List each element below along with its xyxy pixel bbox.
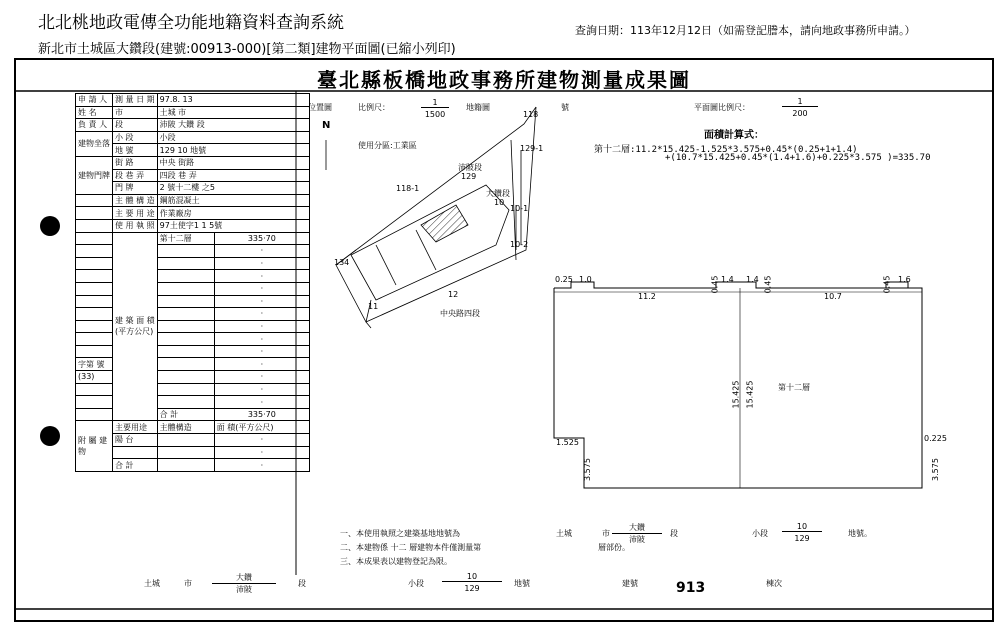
area-dot: ·: [214, 333, 309, 346]
note-1-section-top: 大鑽: [612, 522, 662, 534]
structure-value: 鋼筋混凝土: [157, 194, 309, 207]
usage-value: 作業廠房: [157, 207, 309, 220]
area-dot: ·: [214, 396, 309, 409]
location-map-label: 位置圖: [308, 103, 332, 112]
area-dot: ·: [214, 358, 309, 371]
footer-section-bottom: 沛陂: [236, 585, 252, 594]
note-2-end: 層部份。: [598, 543, 630, 552]
dim-1.4-a: 1.4: [721, 275, 734, 284]
note-1-lot-top: 10: [782, 522, 822, 532]
note-3: 三、本成果表以建物登記為限。: [340, 557, 452, 566]
location-scale-num: 1: [421, 98, 449, 108]
lot-value: 129 10 地號: [157, 144, 309, 157]
area-dot: ·: [214, 282, 309, 295]
dim-0.45-a: 0.45: [710, 275, 720, 294]
section-value: 沛陂 大鑽 段: [157, 119, 309, 132]
balcony-label: 陽 台: [113, 434, 158, 447]
note-1-end: 地號。: [848, 529, 872, 538]
north-arrow: N: [322, 120, 331, 131]
survey-date-label: 測 量 日 期: [113, 94, 158, 107]
street-label: 街 路: [113, 156, 158, 169]
location-scale-label: 比例尺：: [358, 103, 390, 112]
footer-lot-top: 10: [442, 572, 502, 582]
area-dot: ·: [214, 345, 309, 358]
lot-129-1: 129-1: [520, 144, 544, 153]
calc-title: 面積計算式：: [704, 130, 764, 141]
document-subtitle: 新北市土城區大鑽段(建號:00913-000)[第二類]建物平面圖(已縮小列印): [38, 42, 456, 57]
area-dot: ·: [214, 434, 309, 447]
dazuan-label: 大鑽段: [486, 189, 510, 198]
footer-section-top: 大鑽: [212, 572, 276, 584]
city-label: 市: [113, 106, 158, 119]
footer-sub: 小段: [408, 579, 424, 588]
dim-3.575-b: 3.575: [930, 458, 940, 481]
note-1-city: 土城: [556, 529, 572, 538]
lot-118-1: 118-1: [396, 184, 420, 193]
footer-shi: 市: [184, 579, 192, 588]
annex-structure-label: 主體構造: [157, 421, 214, 434]
plan-scale-label: 平面圖比例尺：: [694, 103, 750, 112]
section-label: 段: [113, 119, 158, 132]
lot-10-1: 10-1: [510, 204, 529, 213]
area-dot: ·: [214, 446, 309, 459]
query-date: 查詢日期：113年12月12日（如需登記謄本，請向地政事務所申請。）: [575, 24, 916, 37]
area-dot: ·: [214, 320, 309, 333]
note-1-sub: 小段: [752, 529, 768, 538]
usage-label: 主 要 用 途: [113, 207, 158, 220]
annex-label: 附 屬 建 物: [76, 421, 113, 471]
calc-line-1: 第十二層:11.2*15.425-1.525*3.575+0.45*(0.25+1+1.4): [594, 145, 858, 155]
number-value: 2 號十二樓 之5: [157, 182, 309, 195]
area-dot: ·: [214, 383, 309, 396]
lot-134: 134: [334, 258, 350, 267]
area-dot: ·: [214, 245, 309, 258]
survey-date-value: 97.8. 13: [157, 94, 309, 107]
dim-0.25: 0.25: [555, 275, 573, 284]
dim-1.6: 1.6: [898, 275, 911, 284]
lot-129: 129: [461, 172, 477, 181]
structure-label: 主 體 構 造: [113, 194, 158, 207]
dim-1.0: 1.0: [579, 275, 592, 284]
calc-line-2: +(10.7*15.425+0.45*(1.4+1.6)+0.225*3.575 )=335.70: [665, 153, 931, 163]
document-title: 臺北縣板橋地政事務所建物測量成果圖: [317, 68, 691, 92]
name-label: 姓 名: [76, 106, 113, 119]
area-dot: ·: [214, 270, 309, 283]
annex-total-label: 合 計: [113, 459, 158, 472]
pibei-label: 沛陂段: [458, 163, 482, 172]
floor-area: 335·70: [214, 232, 309, 245]
city-value: 土城 市: [157, 106, 309, 119]
note-1-duan: 段: [670, 529, 678, 538]
total-value: 335·70: [214, 408, 309, 421]
area-dot: ·: [214, 295, 309, 308]
footer-bldg-label: 建號: [622, 579, 638, 588]
footer-lot-label: 地號: [514, 579, 530, 588]
dim-0.45-c: 0.45: [882, 275, 892, 294]
plan-scale-den: 200: [792, 109, 808, 118]
dim-15.425-a: 15.425: [731, 380, 741, 409]
footer-duan: 段: [298, 579, 306, 588]
responsible-label: 負 責 人: [76, 119, 113, 132]
note-1-shi: 市: [602, 529, 610, 538]
dim-0.225: 0.225: [924, 434, 947, 443]
dim-10.7: 10.7: [824, 292, 842, 301]
subsection-label: 小 段: [113, 131, 158, 144]
permit-value: 97土使字1 1 5號: [157, 219, 309, 232]
permit-label: 使 用 執 照: [113, 219, 158, 232]
annex-area-label: 面 積(平方公尺): [214, 421, 309, 434]
building-info-table: [75, 93, 310, 472]
zoning-label: 使用分區:工業區: [358, 141, 417, 150]
note-1-lot-bottom: 129: [794, 534, 810, 543]
road-label: 中央路四段: [440, 309, 480, 318]
dim-11.2: 11.2: [638, 292, 656, 301]
floor-plan-name: 第十二層: [778, 383, 810, 392]
note-1-section-bottom: 沛陂: [629, 535, 645, 544]
floor-label: 第十二層: [157, 232, 214, 245]
lot-11: 11: [368, 302, 379, 311]
dim-15.425-b: 15.425: [745, 380, 755, 409]
plan-scale-num: 1: [782, 97, 818, 107]
lane-value: 四段 巷 弄: [157, 169, 309, 182]
survey-sheet: [14, 58, 994, 622]
footer-lot-bottom: 129: [464, 584, 480, 593]
lot-12: 12: [448, 290, 459, 299]
area-dot: ·: [214, 308, 309, 321]
lot-10: 10: [494, 198, 505, 207]
annex-usage-label: 主要用途: [113, 421, 158, 434]
number-label: 門 牌: [113, 182, 158, 195]
dim-0.45-b: 0.45: [763, 275, 773, 294]
total-label: 合 計: [157, 408, 214, 421]
stamp-text: 字第 號: [76, 358, 113, 371]
location-scale-den: 1500: [424, 110, 446, 119]
location-label: 建物坐落: [76, 131, 113, 156]
footer-bldg-no: 913: [676, 580, 706, 596]
dim-1.525: 1.525: [556, 438, 579, 447]
area-dot: ·: [214, 257, 309, 270]
note-2: 二、本建物係 十二 層建物本件僅測量第: [340, 543, 482, 552]
street-value: 中央 街路: [157, 156, 309, 169]
lane-label: 段 巷 弄: [113, 169, 158, 182]
applicant-label: 申 請 人: [76, 94, 113, 107]
lot-10-2: 10-2: [510, 240, 529, 249]
stamp-number: (33): [76, 371, 113, 384]
lot-118: 118: [523, 110, 539, 119]
area-label: 建 築 面 積 (平方公尺): [113, 232, 158, 421]
area-dot: ·: [214, 459, 309, 472]
area-dot: ·: [214, 371, 309, 384]
dim-3.575-a: 3.575: [582, 458, 592, 481]
system-title: 北北桃地政電傳全功能地籍資料查詢系統: [38, 13, 344, 33]
lot-label: 地 號: [113, 144, 158, 157]
cadastral-no: 號: [561, 103, 569, 112]
footer-city: 土城: [144, 579, 160, 588]
door-label: 建物門牌: [76, 156, 113, 194]
cadastral-label: 地籍圖: [466, 103, 490, 112]
footer-page-label: 棟次: [766, 579, 782, 588]
dim-1.4-b: 1.4: [746, 275, 759, 284]
note-1: 一、本使用執照之建築基地地號為: [340, 529, 460, 538]
subsection-value: 小段: [157, 131, 309, 144]
